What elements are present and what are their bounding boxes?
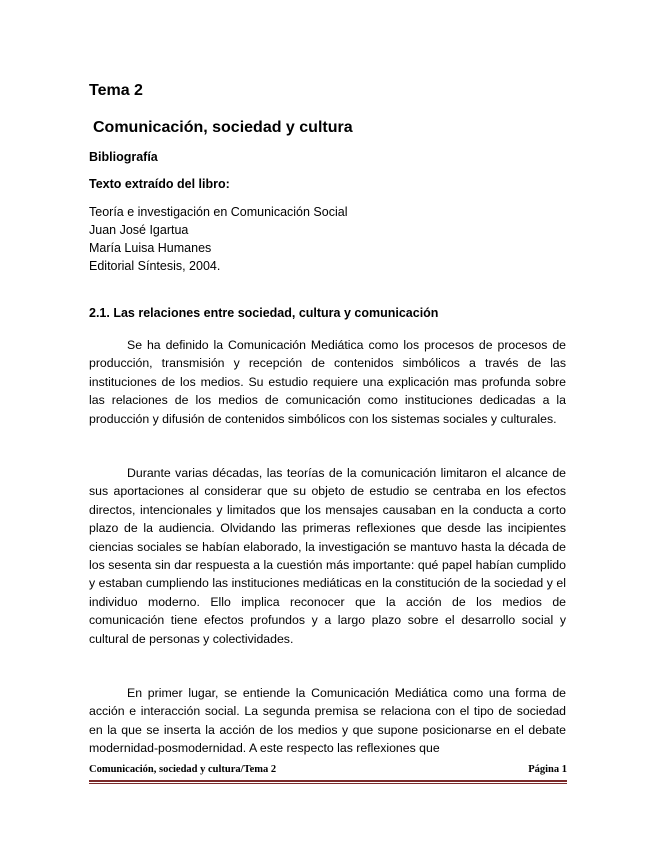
- paragraph-2: Durante varias décadas, las teorías de la comunicación limitaron el alcance de sus aportaciones al considerar que su objeto de estudio se centraba en los efectos directos, intencionales y limitados que los mensajes causaban en la conducta a corto plazo de la audiencia. Olvidando las primeras reflexiones que desde las incipientes ciencias sociales se habían elaborado, la investigación se mantuvo hasta la década de los sesenta sin dar respuesta a la cuestión más importante: qué papel habían cumplido y estaban cumpliendo las instituciones mediáticas en la constitución de la sociedad y el individuo moderno. Ello implica reconocer que la acción de los medios de comunicación tiene efectos profundos y a largo plazo sobre el desarrollo social y cultural de personas y colectividades.: [89, 466, 566, 646]
- topic-number: Tema 2: [89, 82, 143, 99]
- page-number: Página 1: [528, 764, 567, 775]
- footer-rule-thin: [89, 783, 567, 784]
- footer-rule-thick: [89, 780, 567, 782]
- extract-label: Texto extraído del libro:: [89, 177, 230, 191]
- paragraph-3: En primer lugar, se entiende la Comunicación Mediática como una forma de acción e interacción social. La segunda premisa se relaciona con el tipo de sociedad en la que se inserta la acción de los medios y que supone posicionarse en el debate modernidad-posmodernidad. A este respecto las reflexiones que: [89, 686, 566, 756]
- page-title: Comunicación, sociedad y cultura: [93, 119, 353, 136]
- section-heading: 2.1. Las relaciones entre sociedad, cultura y comunicación: [89, 306, 439, 320]
- bibliography-label: Bibliografía: [89, 150, 158, 164]
- paragraph-1: Se ha definido la Comunicación Mediática como los procesos de procesos de producción, transmisión y recepción de contenidos simbólicos a través de las instituciones de los medios. Su estudio requiere una explicación mas profunda sobre las relaciones de los medios de comunicación como instituciones dedicadas a la producción y difusión de contenidos simbólicos con los sistemas sociales y culturales.: [89, 338, 566, 426]
- book-author-1: Juan José Igartua: [89, 223, 189, 237]
- book-publisher: Editorial Síntesis, 2004.: [89, 259, 221, 273]
- footer-title: Comunicación, sociedad y cultura/Tema 2: [89, 764, 277, 775]
- book-reference: [89, 203, 347, 275]
- book-author-2: María Luisa Humanes: [89, 241, 212, 255]
- book-title: Teoría e investigación en Comunicación Social: [89, 205, 348, 219]
